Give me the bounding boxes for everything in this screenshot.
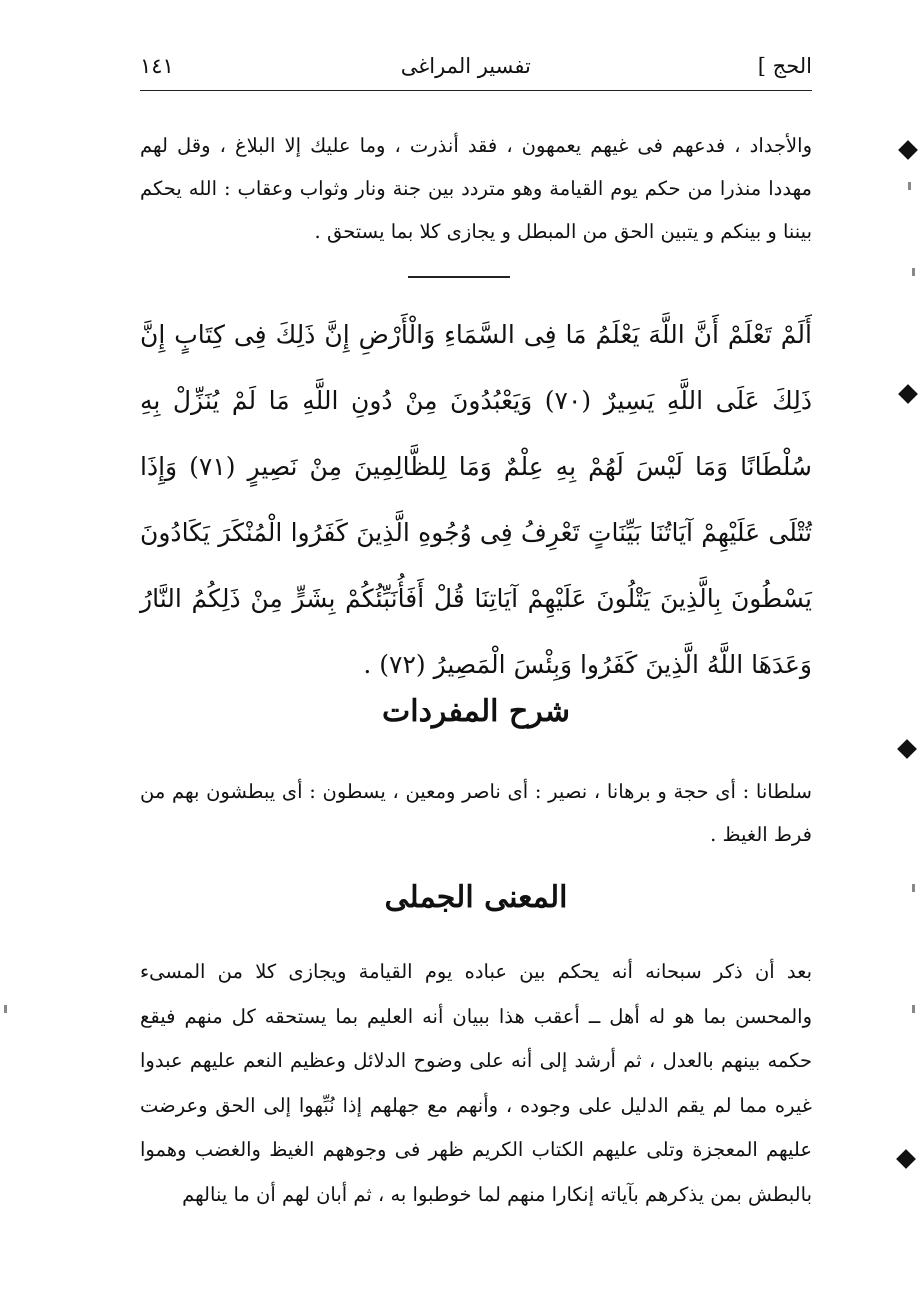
- book-title: تفسير المراغى: [400, 54, 531, 78]
- margin-mark: [896, 1149, 916, 1169]
- margin-mark: [897, 739, 917, 759]
- meaning-paragraph: بعد أن ذكر سبحانه أنه يحكم بين عباده يوم القيامة ويجازى كلا من المسىء والمحسن بما هو له أهل ــ أعقب هذا ببيان أنه العليم بما يستحقه كل منهم فيقع حكمه بينهم بالعدل ، ثم أرشد إلى أنه على وضوح الدلائل وعظيم النعم عليهم عبدوا غيره مما لم يقم الدليل على وجوده ، وأنهم مع جهلهم إذا نُبِّهوا إلى الحق وعرضت عليهم المعجزة وتلى عليهم الكتاب الكريم ظهر فى وجوههم الغيظ والغضب وهموا بالبطش بمن يذكرهم بآياته إنكارا منهم لما خوطبوا به ، ثم أبان لهم أن ما ينالهم: [140, 960, 812, 1206]
- meaning-heading: المعنى الجملى: [384, 880, 568, 915]
- page-number: ١٤١: [140, 54, 174, 78]
- margin-mark: [898, 140, 918, 160]
- margin-tick: [4, 1005, 7, 1013]
- vocab-heading: شرح المفردات: [382, 694, 570, 729]
- header-rule: [140, 90, 812, 91]
- margin-tick: [912, 268, 915, 276]
- margin-tick: [912, 884, 915, 892]
- margin-tick: [912, 1005, 915, 1013]
- quran-verses: أَلَمْ تَعْلَمْ أَنَّ اللَّهَ يَعْلَمُ مَا فِى السَّمَاءِ وَالْأَرْضِ إِنَّ ذَلِكَ فِى كِتَابٍ إِنَّ ذَلِكَ عَلَى اللَّهِ يَسِيرٌ (٧٠) وَيَعْبُدُونَ مِنْ دُونِ اللَّهِ مَا لَمْ يُنَزِّلْ بِهِ سُلْطَانًا وَمَا لَيْسَ لَهُمْ بِهِ عِلْمٌ وَمَا لِلظَّالِمِينَ مِنْ نَصِيرٍ (٧١) وَإِذَا تُتْلَى عَلَيْهِمْ آيَاتُنَا بَيِّنَاتٍ تَعْرِفُ فِى وُجُوهِ الَّذِينَ كَفَرُوا الْمُنْكَرَ يَكَادُونَ يَسْطُونَ بِالَّذِينَ يَتْلُونَ عَلَيْهِمْ آيَاتِنَا قُلْ أَفَأُنَبِّئُكُمْ بِشَرٍّ مِنْ ذَلِكُمُ النَّارُ وَعَدَهَا اللَّهُ الَّذِينَ كَفَرُوا وَبِئْسَ الْمَصِيرُ (٧٢) .: [140, 320, 812, 679]
- running-header: [140, 46, 812, 86]
- intro-paragraph: والأجداد ، فدعهم فى غيهم يعمهون ، فقد أنذرت ، وما عليك إلا البلاغ ، وقل لهم مهددا منذرا من حكم يوم القيامة وهو متردد بين جنة ونار وثواب وعقاب : الله يحكم بيننا و بينكم و يتبين الحق من المبطل و يجازى كلا بما يستحق .: [140, 134, 812, 243]
- section-divider: [408, 276, 510, 278]
- surah-name: الحج ]: [757, 54, 812, 78]
- vocab-paragraph: سلطانا : أى حجة و برهانا ، نصير : أى ناصر ومعين ، يسطون : أى يبطشون بهم من فرط الغيظ .: [140, 780, 812, 846]
- margin-tick: [908, 182, 911, 190]
- margin-mark: [898, 384, 918, 404]
